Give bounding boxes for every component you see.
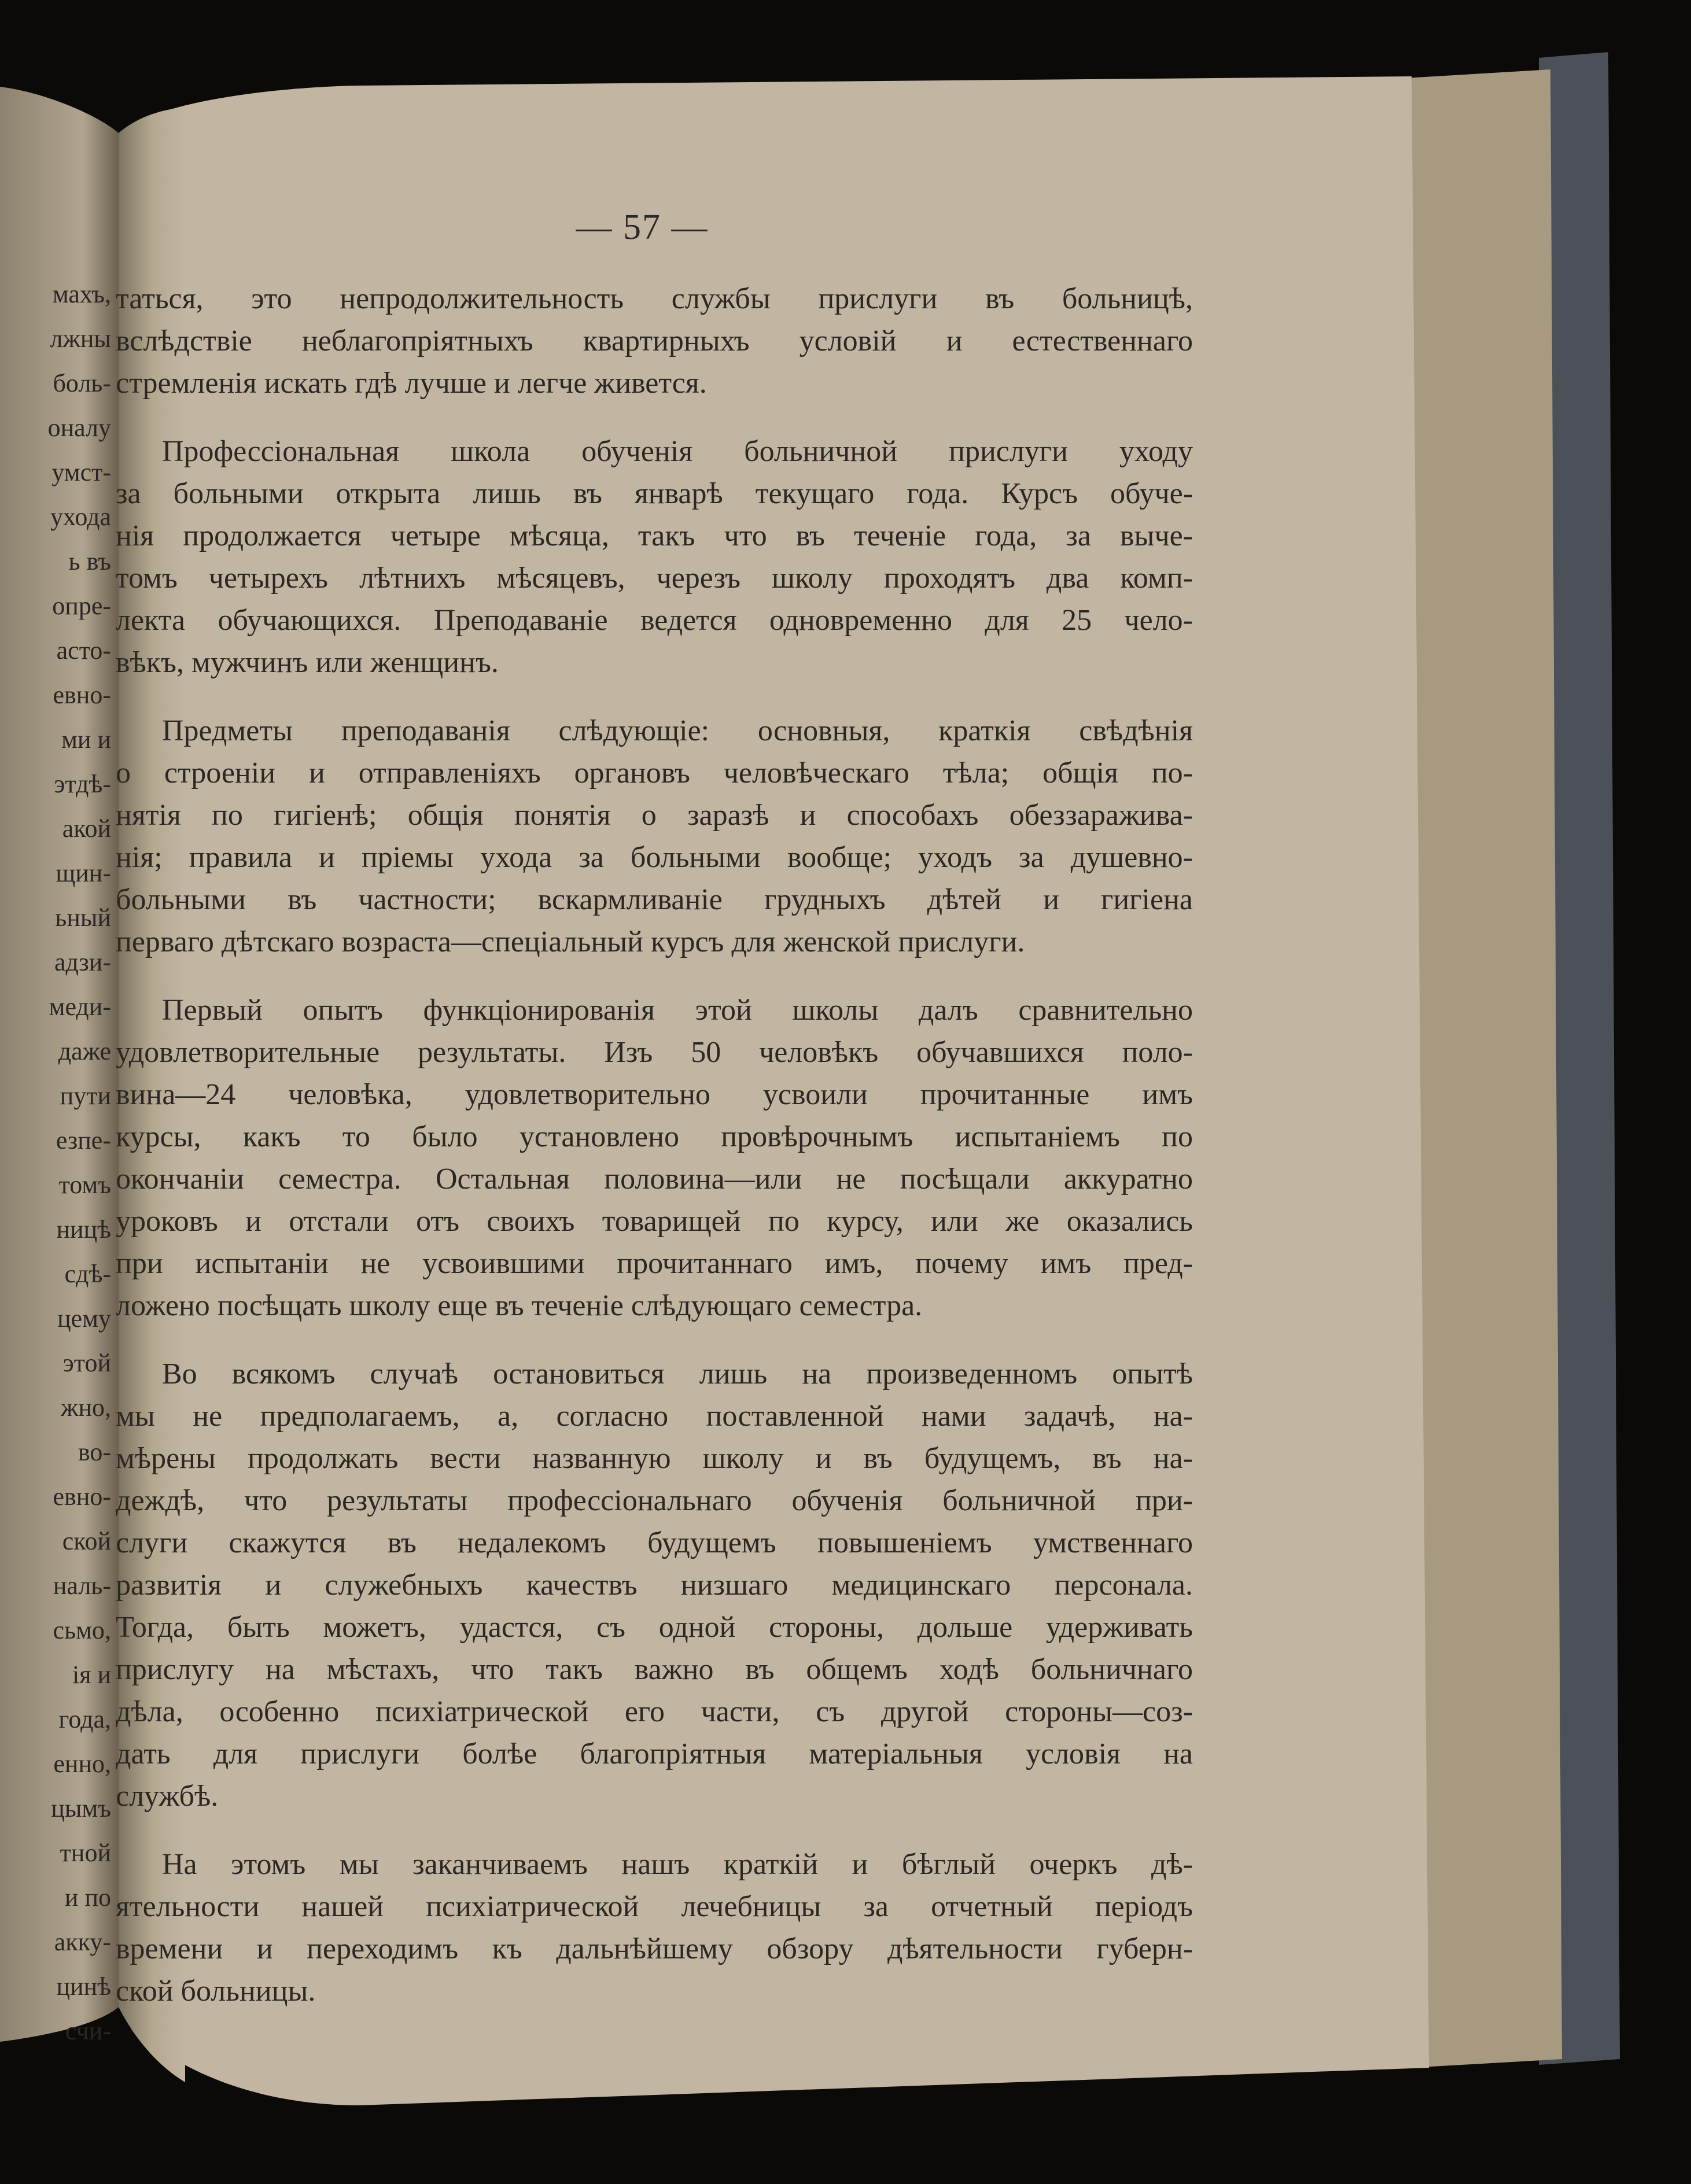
text-line: ской больницы. [116, 1975, 316, 2008]
facing-page-line: акку- [54, 1928, 111, 1956]
facing-page-line: ьный [55, 903, 111, 932]
facing-page-line: сьмо, [53, 1616, 111, 1644]
page-number: — 57 — [576, 208, 709, 247]
facing-page-line: щин- [56, 859, 111, 887]
text-line: Профессіональная школа обученія больничной прислуги уходу [162, 435, 1193, 468]
text-line: стремленія искать гдѣ лучше и легче живется. [116, 367, 707, 400]
text-line: мы не предполагаемъ, а, согласно поставленной нами задачѣ, на- [116, 1400, 1193, 1433]
text-line: таться, это непродолжительность службы прислуги въ больницѣ, [116, 282, 1193, 315]
paragraph [116, 1843, 1193, 2012]
paragraph-gap [116, 684, 1193, 710]
text-line: Предметы преподаванія слѣдующіе: основныя, краткія свѣдѣнія [162, 714, 1193, 747]
facing-page-line: адзи- [54, 948, 111, 976]
text-line: курсы, какъ то было установлено провѣрочнымъ испытаніемъ по [116, 1120, 1193, 1153]
paragraph [116, 278, 1193, 404]
facing-page-line: акой [62, 814, 111, 843]
facing-page-line: жно, [61, 1393, 111, 1422]
facing-page-line: и по [64, 1883, 111, 1912]
facing-page-line: тной [60, 1839, 111, 1867]
text-line: Первый опытъ функціонированія этой школы далъ сравнительно [162, 994, 1193, 1027]
text-line: нія продолжается четыре мѣсяца, такъ что въ теченіе года, за выче- [116, 519, 1193, 552]
facing-page-line: сдѣ- [64, 1260, 111, 1288]
text-line: службѣ. [116, 1780, 219, 1813]
facing-page-line: пути [60, 1082, 111, 1110]
text-line: времени и переходимъ къ дальнѣйшему обзору дѣятельности губерн- [116, 1932, 1193, 1965]
facing-page-line: даже [58, 1037, 111, 1065]
text-line: дѣла, особенно психіатрической его части, съ другой стороны—соз- [116, 1695, 1193, 1728]
text-line: больными въ частности; вскармливаніе грудныхъ дѣтей и гигіена [116, 883, 1193, 916]
text-line: Тогда, быть можетъ, удастся, съ одной стороны, дольше удерживать [116, 1611, 1193, 1644]
facing-page-line: боль- [53, 369, 111, 397]
text-line: о строеніи и отправленіяхъ органовъ человѣческаго тѣла; общія по- [116, 757, 1193, 790]
facing-page-line: езпе- [56, 1126, 111, 1154]
facing-page-line: ухода [50, 503, 111, 531]
facing-page-line: асто- [56, 636, 111, 665]
text-line: вѣкъ, мужчинъ или женщинъ. [116, 646, 499, 679]
text-line: Во всякомъ случаѣ остановиться лишь на произведенномъ опытѣ [162, 1357, 1193, 1390]
facing-page-line: лжны [50, 324, 111, 353]
facing-page-line: наль- [53, 1571, 111, 1600]
text-line: ятельности нашей психіатрической лечебницы за отчетный періодъ [116, 1890, 1193, 1923]
text-line: перваго дѣтскаго возраста—спеціальный курсъ для женской прислуги. [116, 925, 1025, 958]
facing-page-line: цему [57, 1304, 111, 1333]
text-line: удовлетворительные результаты. Изъ 50 человѣкъ обучавшихся поло- [116, 1036, 1193, 1069]
facing-page-line: цымъ [51, 1794, 111, 1823]
text-line: уроковъ и отстали отъ своихъ товарищей по курсу, или же оказались [116, 1205, 1193, 1238]
text-line: лекта обучающихся. Преподаваніе ведется одновременно для 25 чело- [116, 604, 1193, 637]
page-block-edges [1406, 69, 1562, 2068]
text-line: при испытаніи не усвоившими прочитаннаго имъ, почему имъ пред- [116, 1247, 1193, 1280]
paragraph [116, 989, 1193, 1327]
text-line: На этомъ мы заканчиваемъ нашъ краткій и бѣглый очеркъ дѣ- [162, 1848, 1193, 1881]
facing-page-line: ми и [61, 725, 111, 754]
facing-page-line: года, [58, 1705, 111, 1733]
facing-page-line: евно- [53, 681, 111, 709]
facing-page-line: томъ [58, 1171, 111, 1199]
text-line: ложено посѣщать школу еще въ теченіе слѣдующаго семестра. [116, 1289, 923, 1322]
facing-page-line: енно, [53, 1750, 111, 1778]
facing-page-line: ницѣ [56, 1215, 111, 1244]
facing-page-line: махъ, [52, 280, 111, 308]
text-line: развитія и служебныхъ качествъ низшаго медицинскаго персонала. [116, 1569, 1193, 1602]
facing-page-line: этой [62, 1349, 111, 1377]
paragraph-gap [116, 963, 1193, 989]
text-line: прислугу на мѣстахъ, что такъ важно въ общемъ ходѣ больничнаго [116, 1653, 1193, 1686]
facing-page-line: ь въ [68, 547, 111, 575]
text-line: мѣрены продолжать вести названную школу и въ будущемъ, въ на- [116, 1442, 1193, 1475]
text-line: окончаніи семестра. Остальная половина—или не посѣщали аккуратно [116, 1163, 1193, 1196]
text-line: деждѣ, что результаты профессіональнаго обученія больничной при- [116, 1484, 1193, 1517]
paragraph [116, 710, 1193, 963]
facing-page-text [0, 272, 116, 2053]
facing-page-line: цинѣ [56, 1972, 111, 2001]
facing-page-line: счи- [65, 2017, 111, 2045]
text-line: нятія по гигіенѣ; общія понятія о заразѣ и способахъ обеззаражива- [116, 799, 1193, 832]
facing-page-line: меди- [49, 993, 111, 1021]
facing-page-line: умст- [51, 458, 111, 486]
text-line: нія; правила и пріемы ухода за больными вообще; уходъ за душевно- [116, 841, 1193, 874]
text-line: вина—24 человѣка, удовлетворительно усвоили прочитанные имъ [116, 1078, 1193, 1111]
paragraph [116, 430, 1193, 684]
facing-page-line: опре- [52, 592, 111, 620]
text-line: дать для прислуги болѣе благопріятныя матеріальныя условія на [116, 1737, 1193, 1770]
facing-page-line: этдѣ- [54, 770, 111, 798]
text-line: вслѣдствіе неблагопріятныхъ квартирныхъ условій и естественнаго [116, 324, 1193, 357]
facing-page-line: евно- [53, 1482, 111, 1511]
paragraph [116, 1353, 1193, 1817]
facing-page-line: оналу [47, 414, 111, 442]
facing-page-line: во- [78, 1438, 111, 1466]
text-line: за больными открыта лишь въ январѣ текущаго года. Курсъ обуче- [116, 477, 1193, 510]
facing-page-line: ской [62, 1527, 111, 1555]
paragraph-gap [116, 404, 1193, 430]
text-line: томъ четырехъ лѣтнихъ мѣсяцевъ, черезъ школу проходятъ два комп- [116, 562, 1193, 595]
text-line: слуги скажутся въ недалекомъ будущемъ повышеніемъ умственнаго [116, 1526, 1193, 1559]
body-text [116, 278, 1193, 2012]
facing-page-line: ія и [72, 1661, 111, 1689]
paragraph-gap [116, 1327, 1193, 1353]
paragraph-gap [116, 1817, 1193, 1843]
